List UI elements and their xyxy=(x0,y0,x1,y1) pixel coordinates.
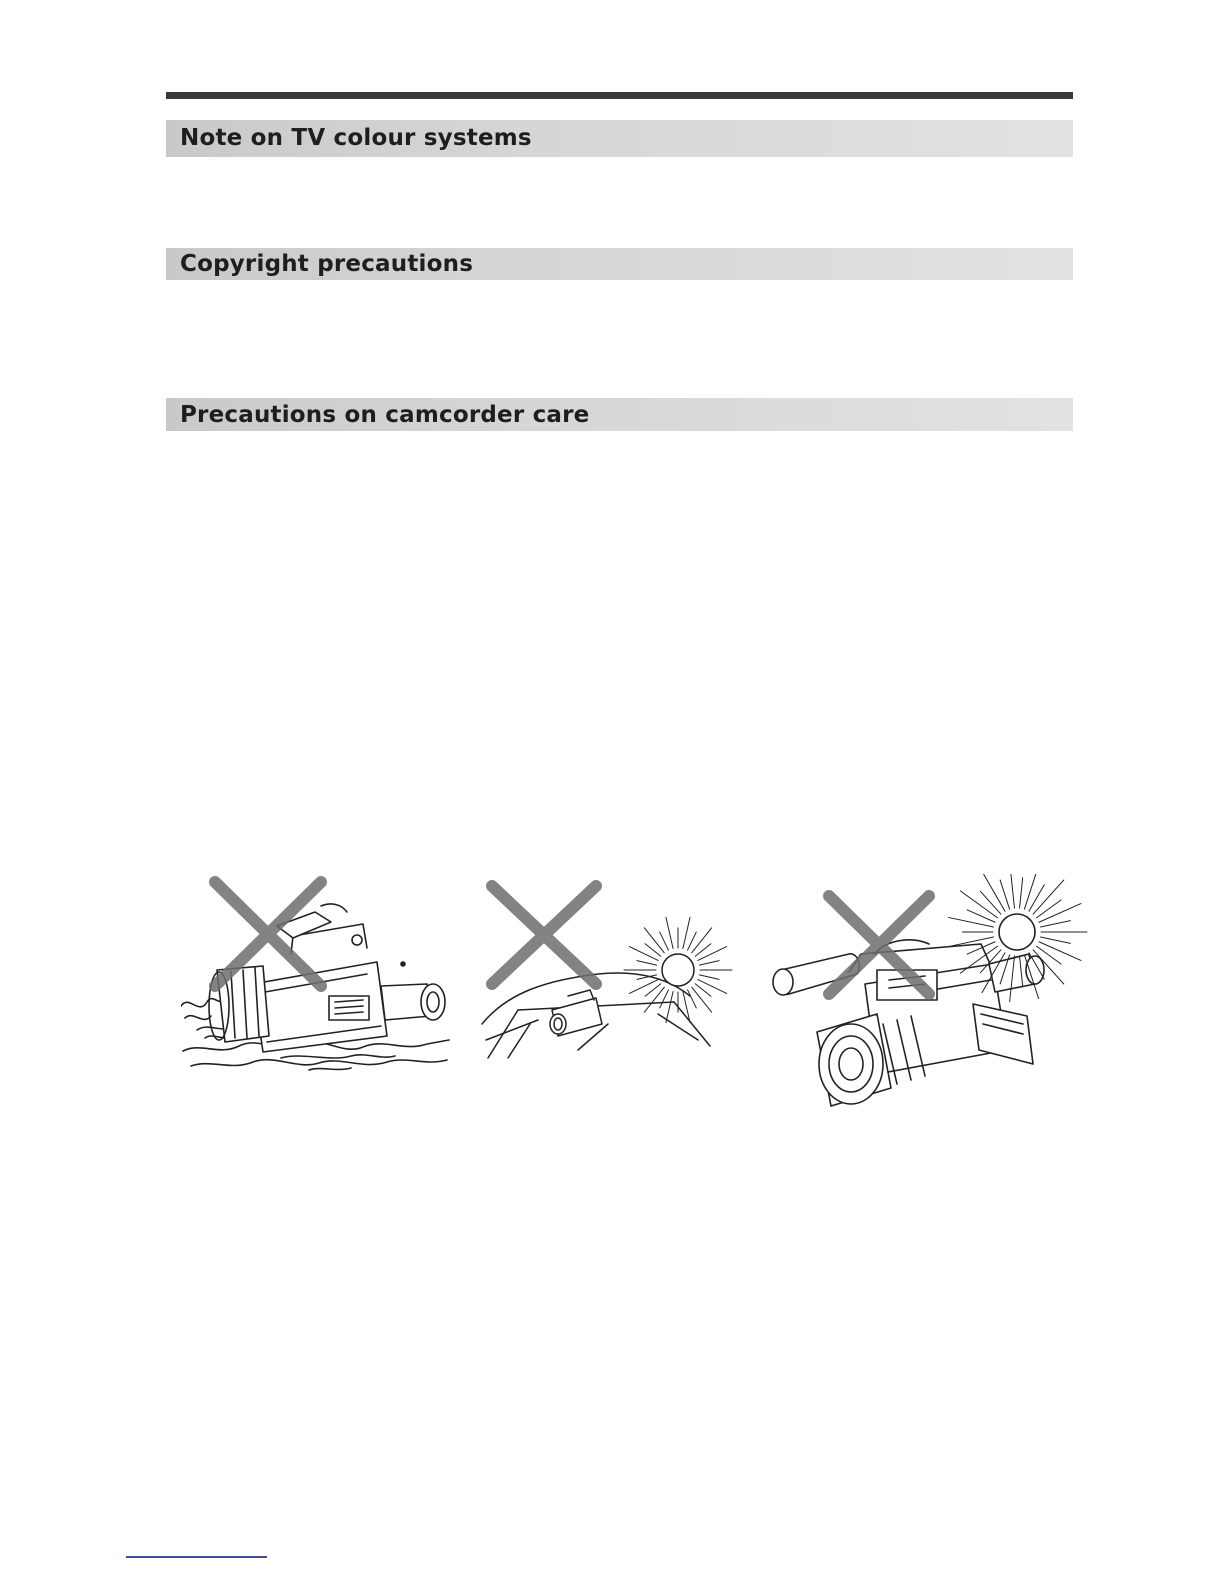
sun-ray xyxy=(1040,921,1070,927)
sun-ray xyxy=(1036,900,1061,918)
sun-ray xyxy=(660,990,669,1008)
sun-ray xyxy=(692,928,712,953)
sun-ray xyxy=(637,961,657,965)
section-title: Copyright precautions xyxy=(180,251,474,277)
section-header-copyright-precautions xyxy=(166,248,1073,280)
sun-ray xyxy=(1039,904,1081,923)
sun-ray xyxy=(666,991,673,1022)
sun-ray xyxy=(1010,874,1015,908)
sun-ray xyxy=(967,910,995,922)
sun-ray xyxy=(698,980,727,994)
sun-ray xyxy=(660,932,669,950)
camcorder-car-sun-illustration xyxy=(478,874,734,1070)
section-header-tv-colour-systems xyxy=(166,120,1073,157)
sun-ray xyxy=(666,917,673,948)
sun-ray xyxy=(1020,878,1023,908)
sun-ray xyxy=(644,928,664,953)
camcorder-direct-sun-drawing xyxy=(765,874,1090,1119)
sun-ray xyxy=(699,961,719,965)
sun-ray xyxy=(629,980,658,994)
sun-ray xyxy=(1040,937,1070,943)
footnote-rule xyxy=(126,1556,267,1558)
top-rule xyxy=(166,92,1073,99)
sun-ray xyxy=(980,891,1000,914)
camcorder-car-sun-drawing xyxy=(478,874,734,1070)
sun-ray xyxy=(698,947,727,961)
section-title: Note on TV colour systems xyxy=(180,125,532,151)
camcorder-sand-water-drawing xyxy=(181,866,451,1078)
sun-ray xyxy=(683,917,690,948)
camcorder-direct-sun-illustration xyxy=(765,874,1090,1119)
sun-ray xyxy=(692,987,712,1012)
sun-ray xyxy=(1024,874,1038,909)
sun-ray xyxy=(1039,942,1081,961)
sun-ray xyxy=(688,990,697,1008)
sun-ray xyxy=(699,975,719,979)
section-header-camcorder-care xyxy=(166,398,1073,431)
camcorder-sand-water-illustration xyxy=(181,866,451,1078)
sun-ray xyxy=(629,947,658,961)
sun-ray xyxy=(644,987,664,1012)
section-title: Precautions on camcorder care xyxy=(180,402,590,428)
sun-ray xyxy=(688,932,697,950)
